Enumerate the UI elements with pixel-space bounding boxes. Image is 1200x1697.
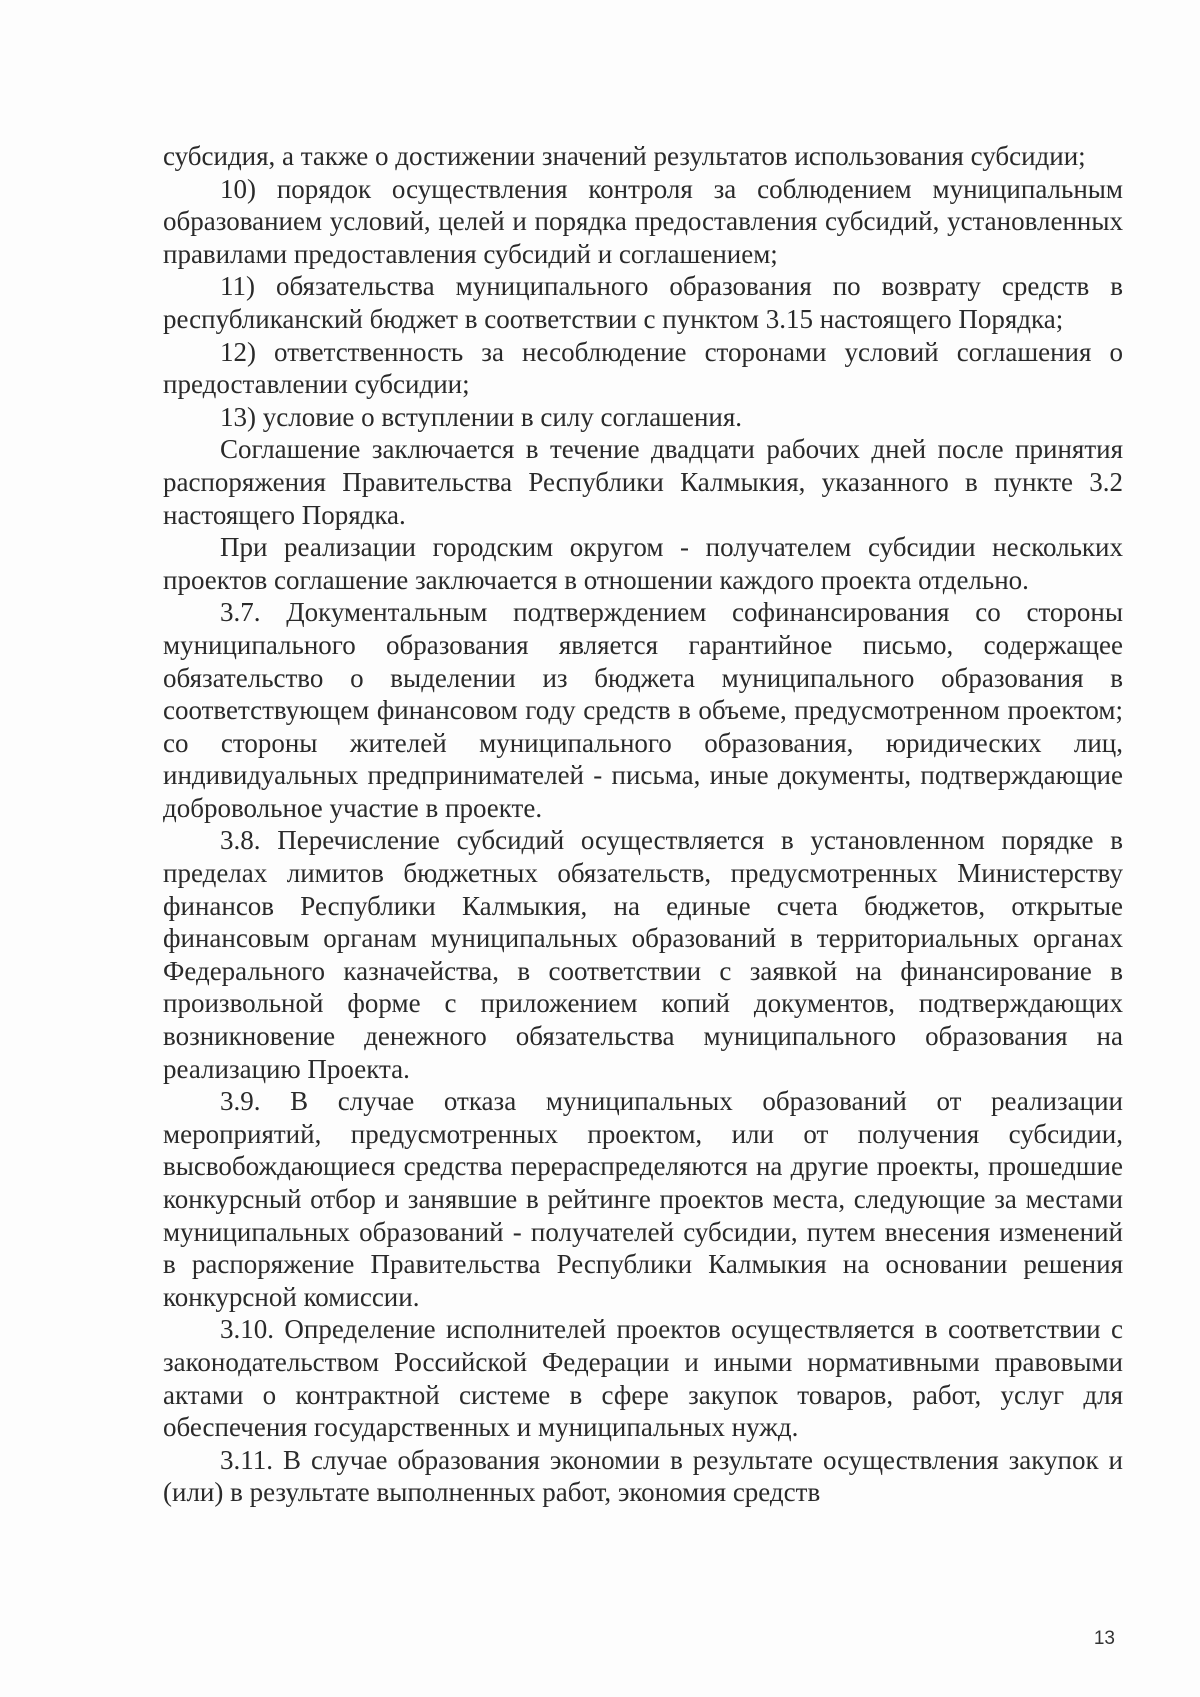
paragraph: 12) ответственность за несоблюдение сторонами условий соглашения о предоставлении субсидии; xyxy=(163,336,1123,400)
paragraph: 3.8. Перечисление субсидий осуществляется в установленном порядке в пределах лимитов бюджетных обязательств, предусмотренных Министерству финансов Республики Калмыкия, на единые счета бюджетов, открытые финансовым органам муниципальных образований в территориальных органах Федерального казначейства, в соответствии с заявкой на финансирование в произвольной форме с приложением копий документов, подтверждающих возникновение денежного обязательства муниципального образования на реализацию Проекта. xyxy=(163,825,1123,1084)
paragraph: 3.11. В случае образования экономии в результате осуществления закупок и (или) в результате выполненных работ, экономия средств xyxy=(163,1444,1123,1508)
paragraph: Соглашение заключается в течение двадцати рабочих дней после принятия распоряжения Правительства Республики Калмыкия, указанного в пункте 3.2 настоящего Порядка. xyxy=(163,434,1123,530)
document-body xyxy=(163,140,1123,1509)
paragraph: 3.7. Документальным подтверждением софинансирования со стороны муниципального образования является гарантийное письмо, содержащее обязательство о выделении из бюджета муниципального образования в соответствующем финансовом году средств в объеме, предусмотренном проектом; со стороны жителей муниципального образования, юридических лиц, индивидуальных предпринимателей - письма, иные документы, подтверждающие добровольное участие в проекте. xyxy=(163,597,1123,823)
paragraph: 10) порядок осуществления контроля за соблюдением муниципальным образованием условий, целей и порядка предоставления субсидий, установленных правилами предоставления субсидий и соглашением; xyxy=(163,173,1123,269)
paragraph: 11) обязательства муниципального образования по возврату средств в республиканский бюджет в соответствии с пунктом 3.15 настоящего Порядка; xyxy=(163,271,1123,334)
paragraph: 3.10. Определение исполнителей проектов осуществляется в соответствии с законодательством Российской Федерации и иными нормативными правовыми актами о контрактной системе в сфере закупок товаров, работ, услуг для обеспечения государственных и муниципальных нужд. xyxy=(163,1314,1123,1443)
paragraph: 3.9. В случае отказа муниципальных образований от реализации мероприятий, предусмотренных проектом, или от получения субсидии, высвобождающиеся средства перераспределяются на другие проекты, прошедшие конкурсный отбор и занявшие в рейтинге проектов места, следующие за местами муниципальных образований - получателей субсидии, путем внесения изменений в распоряжение Правительства Республики Калмыкия на основании решения конкурсной комиссии. xyxy=(163,1086,1123,1312)
page-number: 13 xyxy=(1093,1628,1115,1649)
paragraph: субсидия, а также о достижении значений результатов использования субсидии; xyxy=(163,141,1086,171)
paragraph: 13) условие о вступлении в силу соглашения. xyxy=(220,401,743,432)
paragraph: При реализации городским округом - получателем субсидии нескольких проектов соглашение заключается в отношении каждого проекта отдельно. xyxy=(163,532,1123,595)
